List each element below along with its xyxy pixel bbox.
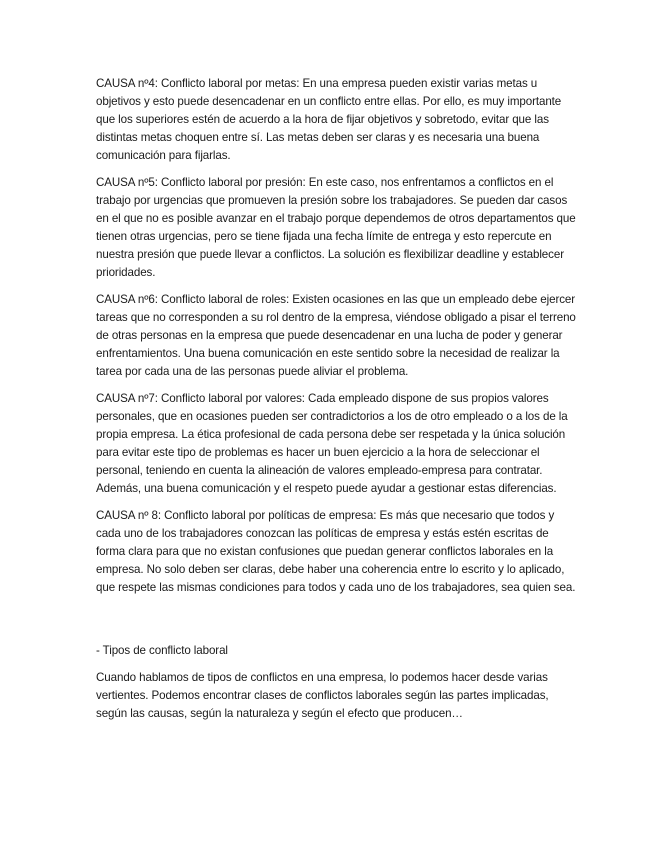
paragraph-causa-6: CAUSA nº6: Conflicto laboral de roles: Existen ocasiones en las que un empleado debe ejercer tareas que no corresponden a su rol dentro de la empresa, viéndose obligado a pisar el terreno de otras personas en la empresa que puede desencadenar en una lucha de poder y generar enfrentamientos. Una buena comunicación en este sentido sobre la necesidad de realizar la tarea por cada una de las personas puede aliviar el problema. [96, 293, 576, 378]
document-page [96, 75, 576, 732]
section-spacer [96, 606, 576, 642]
paragraph-causa-7: CAUSA nº7: Conflicto laboral por valores: Cada empleado dispone de sus propios valores personales, que en ocasiones pueden ser contradictorios a los de otro empleado o a los de la propia empresa. La ética profesional de cada persona debe ser respetada y la única solución para evitar este tipo de problemas es hacer un buen ejercicio a la hora de seleccionar el personal, teniendo en cuenta la alineación de valores empleado-empresa para contratar. Además, una buena comunicación y el respeto puede ayudar a gestionar estas diferencias. [96, 392, 568, 495]
section-heading: - Tipos de conflicto laboral [96, 644, 228, 657]
paragraph-causa-4: CAUSA nº4: Conflicto laboral por metas: En una empresa pueden existir varias metas u objetivos y esto puede desencadenar en un conflicto entre ellas. Por ello, es muy importante que los superiores estén de acuerdo a la hora de fijar objetivos y sobretodo, evitar que las distintas metas choquen entre sí. Las metas deben ser claras y es necesaria una buena comunicación para fijarlas. [96, 77, 562, 162]
paragraph-causa-8: CAUSA nº 8: Conflicto laboral por políticas de empresa: Es más que necesario que todos y cada uno de los trabajadores conozcan las políticas de empresa y estás estén escritas de forma clara para que no existan confusiones que puedan generar conflictos laborales en la empresa. No solo deben ser claras, debe haber una coherencia entre lo escrito y lo aplicado, que respete las mismas condiciones para todos y cada uno de los trabajadores, sea quien sea. [96, 509, 576, 594]
paragraph-tipos: Cuando hablamos de tipos de conflictos en una empresa, lo podemos hacer desde varias vertientes. Podemos encontrar clases de conflictos laborales según las partes implicadas, según las causas, según la naturaleza y según el efecto que producen… [96, 671, 549, 720]
paragraph-causa-5: CAUSA nº5: Conflicto laboral por presión: En este caso, nos enfrentamos a conflictos en el trabajo por urgencias que promueven la presión sobre los trabajadores. Se pueden dar casos en el que no es posible avanzar en el trabajo porque dependemos de otros departamentos que tienen otras urgencias, pero se tiene fijada una fecha límite de entrega y esto repercute en nuestra presión que puede llevar a conflictos. La solución es flexibilizar deadline y establecer prioridades. [96, 176, 576, 279]
